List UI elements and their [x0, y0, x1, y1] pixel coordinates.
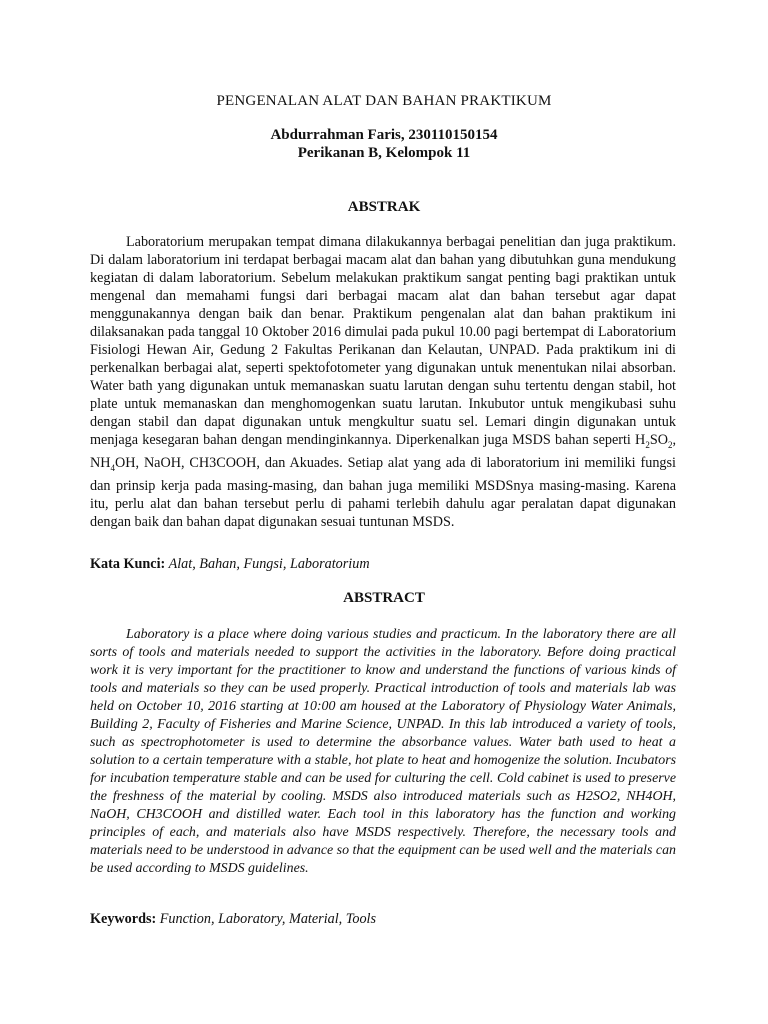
group-line: Perikanan B, Kelompok 11: [297, 145, 471, 161]
abstrak-body: [90, 233, 676, 531]
abstrak-heading: ABSTRAK: [347, 199, 421, 215]
keywords-value: Function, Laboratory, Material, Tools: [156, 911, 376, 927]
author-line: Abdurrahman Faris, 230110150154: [270, 127, 498, 143]
abstrak-body-text-2: SO: [649, 432, 668, 448]
abstract-heading: ABSTRACT: [343, 590, 425, 606]
abstrak-body-text-4: OH, NaOH, CH3COOH, dan Akuades. Setiap alat yang ada di laboratorium ini memiliki fungsi dan prinsip kerja pada masing-masing, dan bahan juga memiliki MSDSnya masing-masing. Karena itu, perlu alat dan bahan tersebut perlu di pahami terlebih dahulu agar peralatan dapat digunakan dengan baik dan bahan dapat digunakan sesuai tuntunan MSDS.: [90, 454, 676, 530]
keywords-label: Keywords:: [90, 911, 157, 927]
kata-kunci-label: Kata Kunci:: [90, 556, 166, 572]
subscript: 2: [667, 439, 673, 450]
abstrak-body-text-3: , NH: [90, 432, 676, 471]
kata-kunci: [90, 556, 676, 573]
abstract-body: Laboratory is a place where doing various studies and practicum. In the laboratory there are all sorts of tools and materials needed to support the activities in the laboratory. Before doing practical work it is very important for the practitioner to know and understand the functions of various kinds of tools and materials so they can be used properly. Practical introduction of tools and materials lab was held on October 10, 2016 starting at 10:00 am housed at the Laboratory of Physiology Water Animals, Building 2, Faculty of Fisheries and Marine Science, UNPAD. In this lab introduced a variety of tools, such as spectrophotometer is used to determine the absorbance values. Water bath used to heat a solution to a certain temperature with a stable, hot plate to heat and homogenize the solution. Incubators for incubation temperature stable and can be used for culturing the cell. Cold cabinet is used to preserve the freshness of the material by cooling. MSDS also introduced materials such as H2SO2, NH4OH, NaOH, CH3COOH and distilled water. Each tool in this laboratory has the function and working principles of each, and materials also have MSDS respectively. Therefore, the necessary tools and materials need to be understood in advance so that the equipment can be used well and the materials can be used according to MSDS guidelines.: [90, 627, 676, 876]
subscript: 2: [645, 439, 650, 450]
subscript: 4: [110, 462, 115, 473]
keywords: [90, 911, 676, 928]
kata-kunci-value: Alat, Bahan, Fungsi, Laboratorium: [165, 556, 370, 572]
document-title: PENGENALAN ALAT DAN BAHAN PRAKTIKUM: [216, 93, 552, 109]
abstrak-body-text-1: Laboratorium merupakan tempat dimana dilakukannya berbagai penelitian dan juga praktikum. Di dalam laboratorium ini terdapat berbagai macam alat dan bahan yang dibutuhkan guna mendukung kegiatan di dalam laboratorium. Sebelum melakukan praktikum sangat penting bagi praktikan untuk mengenal dan memahami fungsi dari berbagai macam alat dan bahan tersebut agar dapat menggunakannya dengan baik dan benar. Praktikum pengenalan alat dan bahan praktikum ini dilaksanakan pada tanggal 10 Oktober 2016 dimulai pada pukul 10.00 pagi bertempat di Laboratorium Fisiologi Hewan Air, Gedung 2 Fakultas Perikanan dan Kelautan, UNPAD. Pada praktikum ini di perkenalkan berbagai alat, seperti spektofotometer yang digunakan untuk menentukan nilai absorban. Water bath yang digunakan untuk memanaskan suatu larutan dengan suhu tertentu dengan stabil, hot plate untuk memanaskan dan menghomogenkan suatu larutan. Inkubutor untuk mengikubasi suhu dengan stabil dan dapat digunakan untuk mengkultur suatu sel. Lemari dingin digunakan untuk menjaga kesegaran bahan dengan mendinginkannya. Diperkenalkan juga MSDS bahan seperti H: [90, 234, 676, 448]
